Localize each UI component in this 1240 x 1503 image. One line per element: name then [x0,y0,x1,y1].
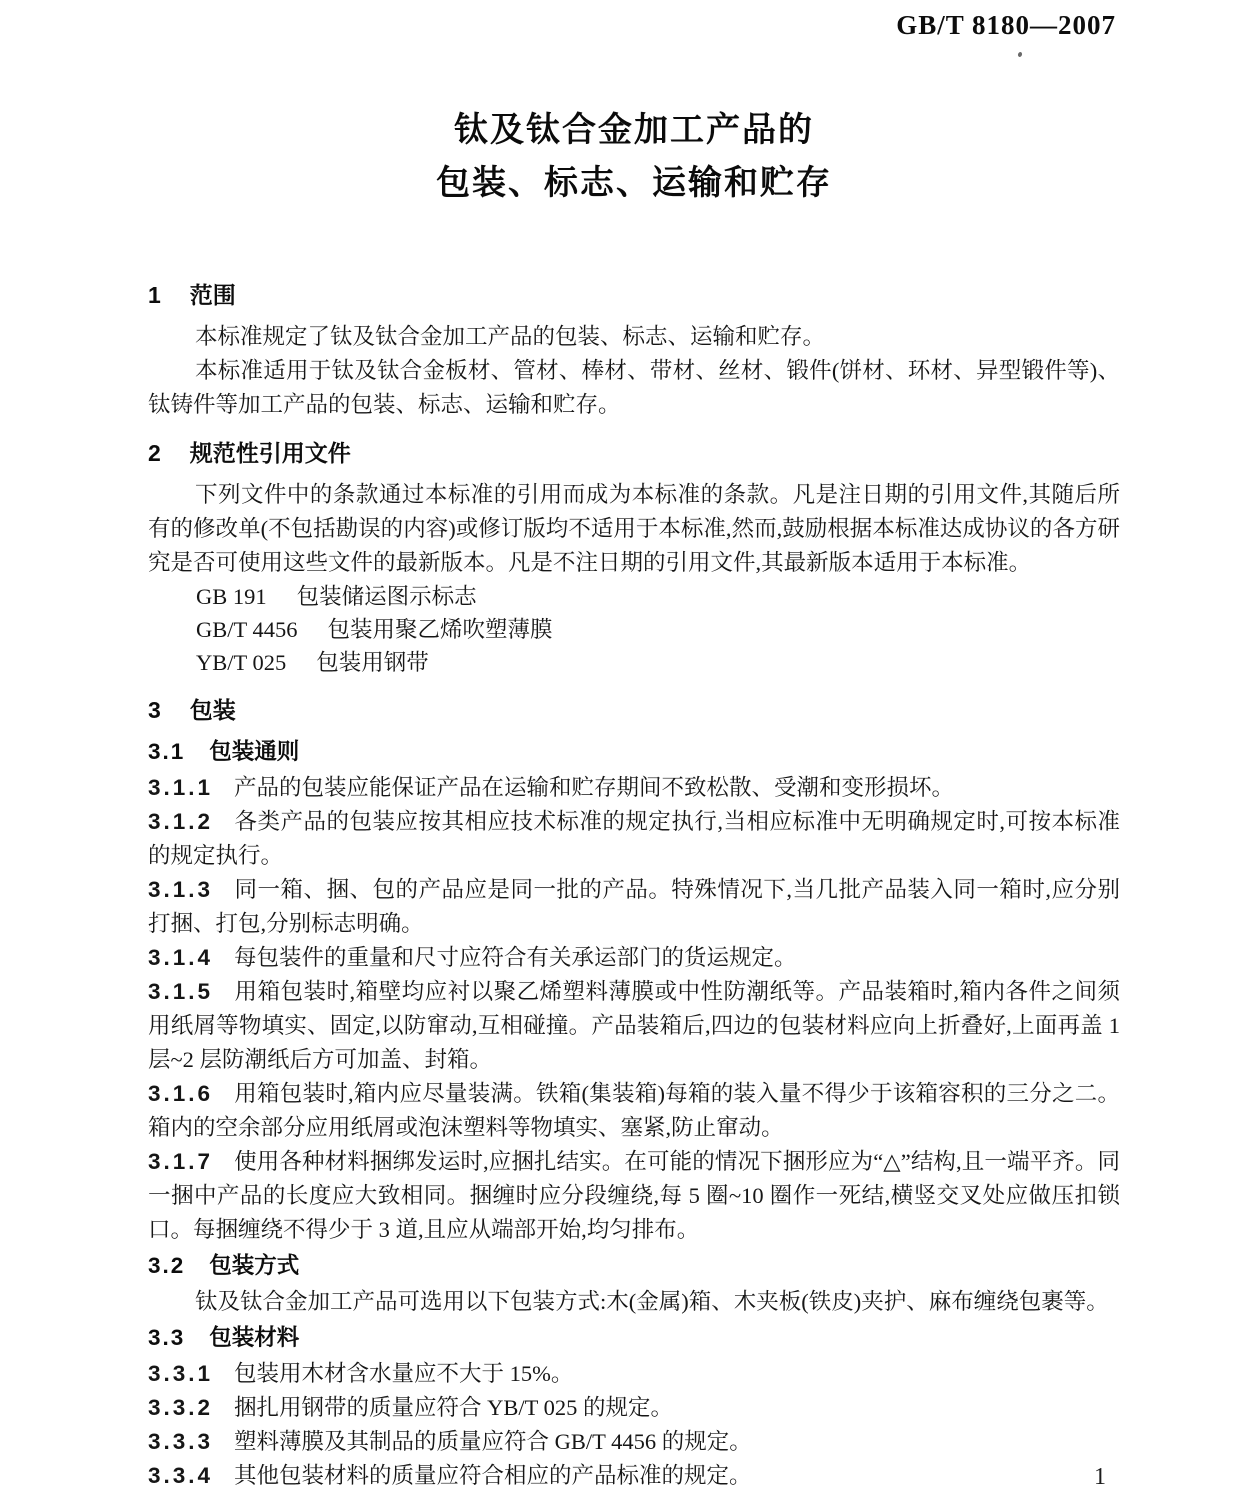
paragraph: 本标准规定了钛及钛合金加工产品的包装、标志、运输和贮存。 [195,324,826,349]
clause-number: 3.1.6 [148,1081,214,1106]
document-title-line1: 钛及钛合金加工产品的 [454,111,814,149]
reference-number: GB 191 [196,584,267,609]
reference-title: 包装用聚乙烯吹塑薄膜 [327,617,553,642]
document-body [148,278,1120,1493]
clause-text: 其他包装材料的质量应符合相应的产品标准的规定。 [234,1463,752,1488]
subsection-title: 包装通则 [209,739,300,764]
section-title: 范围 [189,282,236,308]
paragraph: 钛及钛合金加工产品可选用以下包装方式:木(金属)箱、木夹板(铁皮)夹护、麻布缠绕包裹等。 [195,1289,1109,1314]
document-title-line2: 包装、标志、运输和贮存 [436,164,832,202]
page-content [148,0,1120,1493]
subsection-heading-3-1 [148,735,1120,769]
clause-text: 捆扎用钢带的质量应符合 YB/T 025 的规定。 [234,1395,674,1420]
subsection-number: 3.2 [148,1253,186,1278]
reference-item [148,646,1120,679]
clause-number: 3.1.3 [148,877,214,902]
clause-text: 用箱包装时,箱内应尽量装满。铁箱(集装箱)每箱的装入量不得少于该箱容积的三分之二。箱内的空余部分应用纸屑或泡沫塑料等物填实、塞紧,防止窜动。 [148,1081,1120,1140]
clause-text: 包装用木材含水量应不大于 15%。 [234,1361,574,1386]
subsection-title: 包装材料 [209,1325,300,1350]
clause-text: 产品的包装应能保证产品在运输和贮存期间不致松散、受潮和变形损坏。 [234,775,955,800]
section-title: 包装 [189,697,236,723]
section-heading-3 [148,693,1120,727]
section-heading-2 [148,436,1120,470]
reference-title: 包装储运图示标志 [296,584,477,609]
clause-text: 每包装件的重量和尺寸应符合有关承运部门的货运规定。 [234,945,797,970]
clause-3-1-7 [148,1145,1120,1247]
clause-3-1-1 [148,771,1120,805]
clause-number: 3.1.1 [148,775,214,800]
clause-3-3-3 [148,1425,1120,1459]
clause-3-1-2 [148,805,1120,873]
clause-3-1-5 [148,975,1120,1077]
standard-number: GB/T 8180—2007 [896,10,1116,40]
clause-text: 用箱包装时,箱壁均应衬以聚乙烯塑料薄膜或中性防潮纸等。产品装箱时,箱内各件之间须用纸屑等物填实、固定,以防窜动,互相碰撞。产品装箱后,四边的包装材料应向上折叠好,上面再盖 1 层~2 层防潮纸后方可加盖、封箱。 [148,979,1120,1072]
clause-text: 同一箱、捆、包的产品应是同一批的产品。特殊情况下,当几批产品装入同一箱时,应分别打捆、打包,分别标志明确。 [148,877,1120,936]
subsection-heading-3-2 [148,1249,1120,1283]
clause-number: 3.3.1 [148,1361,214,1386]
section-title: 规范性引用文件 [189,440,351,466]
clause-3-3-2 [148,1391,1120,1425]
section-number: 1 [148,282,163,308]
reference-title: 包装用钢带 [316,650,429,675]
clause-number: 3.1.7 [148,1149,214,1174]
subsection-number: 3.1 [148,739,186,764]
section-number: 3 [148,697,163,723]
reference-item [148,613,1120,646]
clause-text: 各类产品的包装应按其相应技术标准的规定执行,当相应标准中无明确规定时,可按本标准的规定执行。 [148,809,1120,868]
clause-3-3-4 [148,1459,1120,1493]
reference-number: GB/T 4456 [196,617,298,642]
clause-3-3-1 [148,1357,1120,1391]
clause-text: 使用各种材料捆绑发运时,应捆扎结实。在可能的情况下捆形应为“△”结构,且一端平齐。同一捆中产品的长度应大致相同。捆缠时应分段缠绕,每 5 圈~10 圈作一死结,横竖交叉处应做压扣锁口。每捆缠绕不得少于 3 道,且应从端部开始,均匀排布。 [148,1149,1120,1242]
page-number: 1 [1094,1464,1106,1490]
clause-3-1-3 [148,873,1120,941]
clause-number: 3.1.5 [148,979,214,1004]
clause-text: 塑料薄膜及其制品的质量应符合 GB/T 4456 的规定。 [234,1429,752,1454]
section-number: 2 [148,440,163,466]
subsection-number: 3.3 [148,1325,186,1350]
paragraph: 下列文件中的条款通过本标准的引用而成为本标准的条款。凡是注日期的引用文件,其随后所有的修改单(不包括勘误的内容)或修订版均不适用于本标准,然而,鼓励根据本标准达成协议的各方研究是否可使用这些文件的最新版本。凡是不注日期的引用文件,其最新版本适用于本标准。 [148,482,1120,575]
subsection-heading-3-3 [148,1321,1120,1355]
clause-number: 3.3.3 [148,1429,214,1454]
clause-number: 3.3.2 [148,1395,214,1420]
clause-3-1-4 [148,941,1120,975]
reference-number: YB/T 025 [196,650,287,675]
document-title [148,104,1120,210]
clause-number: 3.1.2 [148,809,214,834]
clause-3-1-6 [148,1077,1120,1145]
reference-item [148,580,1120,613]
clause-number: 3.1.4 [148,945,214,970]
paragraph: 本标准适用于钛及钛合金板材、管材、棒材、带材、丝材、锻件(饼材、环材、异型锻件等)、钛铸件等加工产品的包装、标志、运输和贮存。 [148,358,1120,417]
section-heading-1 [148,278,1120,312]
subsection-title: 包装方式 [209,1253,300,1278]
clause-number: 3.3.4 [148,1463,214,1488]
